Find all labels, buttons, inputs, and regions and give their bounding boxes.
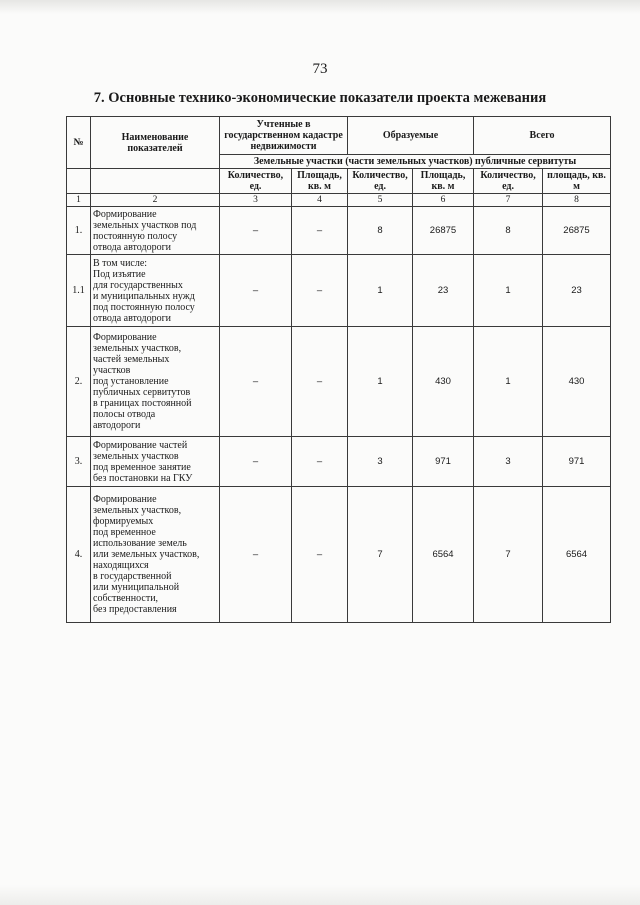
total-quantity: 1	[474, 327, 543, 437]
formed-area: 6564	[413, 487, 474, 623]
row-name-line: под установление	[93, 376, 169, 388]
row-name-line: под временное	[93, 527, 156, 539]
row-name-line: или муниципальной	[93, 582, 180, 594]
total-area: 23	[543, 255, 611, 327]
row-name-line: автодороги	[93, 420, 141, 432]
row-number: 1.	[67, 207, 91, 255]
registered-area: –	[292, 255, 348, 327]
registered-quantity: –	[220, 207, 292, 255]
scan-bottom-shadow	[0, 885, 640, 905]
registered-area: –	[292, 207, 348, 255]
formed-area: 23	[413, 255, 474, 327]
row-name-line: публичных сервитутов	[93, 387, 191, 399]
row-name	[91, 255, 220, 327]
total-quantity: 8	[474, 207, 543, 255]
row-name-line: отвода автодороги	[93, 312, 172, 324]
formed-quantity: 7	[348, 487, 413, 623]
header-form-area: Площадь, кв. м	[413, 169, 474, 194]
row-name-line: формируемых	[93, 516, 154, 528]
row-name	[91, 437, 220, 487]
header-blank-no	[67, 169, 91, 194]
row-name-line: в границах постоянной	[93, 398, 192, 410]
column-number: 3	[220, 194, 292, 207]
row-name-line: земельных участков,	[93, 505, 182, 517]
row-name-line: участков	[93, 365, 131, 377]
registered-area: –	[292, 437, 348, 487]
total-quantity: 1	[474, 255, 543, 327]
header-name: Наименование показателей	[91, 117, 220, 169]
row-name-line: без предоставления	[93, 604, 177, 616]
row-name-line: использование земель	[93, 538, 187, 550]
row-name-line: и муниципальных нужд	[93, 290, 195, 302]
row-number: 1.1	[67, 255, 91, 327]
row-name-line: находящихся	[93, 560, 149, 572]
row-name-line: под постоянную полосу	[93, 301, 195, 313]
registered-area: –	[292, 327, 348, 437]
header-blank-name	[91, 169, 220, 194]
total-quantity: 3	[474, 437, 543, 487]
registered-quantity: –	[220, 255, 292, 327]
row-name-line: земельных участков,	[93, 343, 182, 355]
row-name-line: полосы отвода	[93, 409, 156, 421]
row-name-line: Формирование	[93, 332, 157, 344]
indicators-table	[66, 116, 611, 623]
row-name-line: без постановки на ГКУ	[93, 472, 193, 484]
row-name-line: Формирование частей	[93, 439, 188, 451]
column-number: 8	[543, 194, 611, 207]
total-area: 6564	[543, 487, 611, 623]
header-no: №	[67, 117, 91, 169]
registered-area: –	[292, 487, 348, 623]
header-reg-qty: Количество, ед.	[220, 169, 292, 194]
row-number: 2.	[67, 327, 91, 437]
total-area: 430	[543, 327, 611, 437]
row-name	[91, 327, 220, 437]
total-area: 971	[543, 437, 611, 487]
formed-quantity: 8	[348, 207, 413, 255]
total-area: 26875	[543, 207, 611, 255]
row-name	[91, 487, 220, 623]
table-row	[67, 327, 611, 437]
page-number: 73	[312, 61, 328, 77]
row-name-line: в государственной	[93, 571, 172, 583]
header-reg-area: Площадь, кв. м	[292, 169, 348, 194]
scan-top-shadow	[0, 0, 640, 14]
row-name-line: Формирование	[93, 494, 157, 506]
row-name-line: земельных участков	[93, 450, 179, 462]
total-quantity: 7	[474, 487, 543, 623]
row-name-line: частей земельных	[93, 354, 170, 366]
row-name-line: Под изъятие	[93, 268, 146, 280]
row-name-line: постоянную полосу	[93, 230, 178, 242]
row-name-line: земельных участков под	[93, 219, 197, 231]
row-name-line: для государственных	[93, 279, 183, 291]
row-number: 4.	[67, 487, 91, 623]
row-name-line: под временное занятие	[93, 461, 191, 473]
header-total-area: площадь, кв. м	[543, 169, 611, 194]
table-row	[67, 255, 611, 327]
row-name-line: Формирование	[93, 208, 157, 220]
header-formed: Образуемые	[348, 117, 474, 155]
row-name-line: В том числе:	[93, 257, 148, 269]
formed-area: 971	[413, 437, 474, 487]
column-number: 1	[67, 194, 91, 207]
formed-area: 430	[413, 327, 474, 437]
header-registered: Учтенные в государственном кадастре недвижимости	[220, 117, 348, 155]
row-number: 3.	[67, 437, 91, 487]
registered-quantity: –	[220, 437, 292, 487]
table-row	[67, 207, 611, 255]
registered-quantity: –	[220, 487, 292, 623]
row-name	[91, 207, 220, 255]
column-number: 7	[474, 194, 543, 207]
table-row	[67, 437, 611, 487]
header-total: Всего	[474, 117, 611, 155]
column-number: 2	[91, 194, 220, 207]
column-number-row	[67, 194, 611, 207]
row-name-line: или земельных участков,	[93, 549, 200, 561]
formed-quantity: 3	[348, 437, 413, 487]
row-name-line: собственности,	[93, 593, 159, 605]
header-total-qty: Количество, ед.	[474, 169, 543, 194]
column-number: 4	[292, 194, 348, 207]
column-number: 6	[413, 194, 474, 207]
table-row	[67, 487, 611, 623]
header-subheader: Земельные участки (части земельных участков) публичные сервитуты	[220, 155, 611, 169]
section-title: 7. Основные технико-экономические показатели проекта межевания	[93, 90, 547, 106]
registered-quantity: –	[220, 327, 292, 437]
formed-quantity: 1	[348, 327, 413, 437]
row-name-line: отвода автодороги	[93, 241, 172, 253]
column-number: 5	[348, 194, 413, 207]
formed-quantity: 1	[348, 255, 413, 327]
formed-area: 26875	[413, 207, 474, 255]
header-form-qty: Количество, ед.	[348, 169, 413, 194]
